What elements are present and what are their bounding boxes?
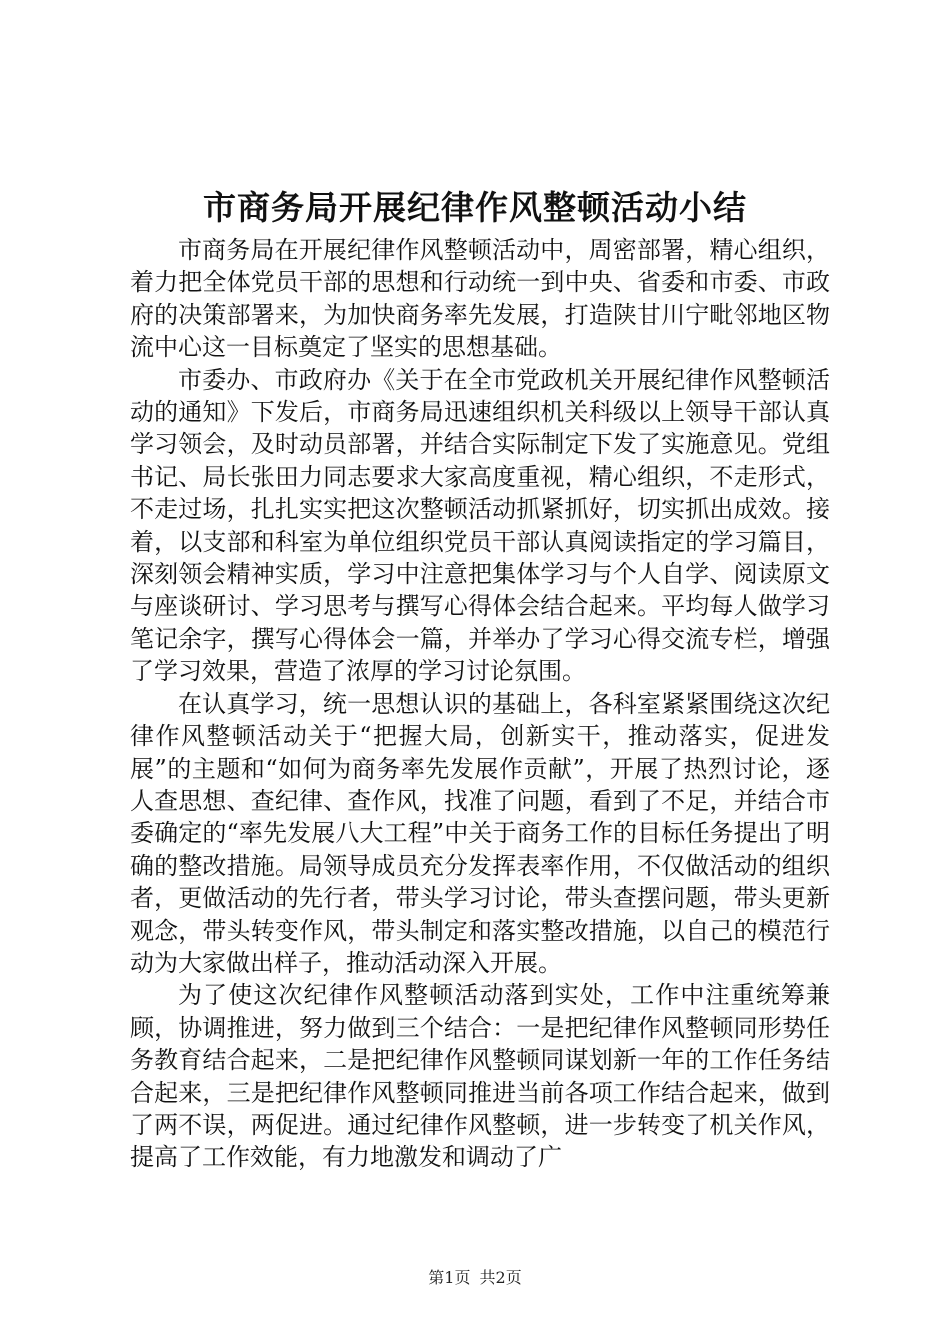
paragraph-4: 为了使这次纪律作风整顿活动落到实处，工作中注重统筹兼顾，协调推进，努力做到三个结合：一是把纪律作风整顿同形势任务教育结合起来，二是把纪律作风整顿同谋划新一年的工作任务结合起来，三是把纪律作风整顿同推进当前各项工作结合起来，做到了两不误，两促进。通过纪律作风整顿，进一步转变了机关作风，提高了工作效能，有力地激发和调动了广 — [130, 981, 830, 1172]
document-body — [130, 234, 830, 1174]
page-number: 第1页 — [428, 1268, 471, 1287]
paragraph-3: 在认真学习，统一思想认识的基础上，各科室紧紧围绕这次纪律作风整顿活动关于“把握大局，创新实干，推动落实，促进发展”的主题和“如何为商务率先发展作贡献”，开展了热烈讨论，逐人查思想、查纪律、查作风，找准了问题，看到了不足，并结合市委确定的“率先发展八大工程”中关于商务工作的目标任务提出了明确的整改措施。局领导成员充分发挥表率作用，不仅做活动的组织者，更做活动的先行者，带头学习讨论，带头查摆问题，带头更新观念，带头转变作风，带头制定和落实整改措施，以自己的模范行动为大家做出样子，推动活动深入开展。 — [130, 689, 830, 977]
page-total: 共2页 — [479, 1268, 522, 1287]
paragraph-2: 市委办、市政府办《关于在全市党政机关开展纪律作风整顿活动的通知》下发后，市商务局迅速组织机关科级以上领导干部认真学习领会，及时动员部署，并结合实际制定下发了实施意见。党组书记、局长张田力同志要求大家高度重视，精心组织，不走形式，不走过场，扎扎实实把这次整顿活动抓紧抓好，切实抓出成效。接着，以支部和科室为单位组织党员干部认真阅读指定的学习篇目，深刻领会精神实质，学习中注意把集体学习与个人自学、阅读原文与座谈研讨、学习思考与撰写心得体会结合起来。平均每人做学习笔记余字，撰写心得体会一篇，并举办了学习心得交流专栏，增强了学习效果，营造了浓厚的学习讨论氛围。 — [130, 365, 830, 686]
document-title: 市商务局开展纪律作风整顿活动小结 — [203, 188, 747, 227]
page-footer — [0, 1268, 950, 1288]
paragraph-1: 市商务局在开展纪律作风整顿活动中，周密部署，精心组织，着力把全体党员干部的思想和行动统一到中央、省委和市委、市政府的决策部署来，为加快商务率先发展，打造陕甘川宁毗邻地区物流中心这一目标奠定了坚实的思想基础。 — [130, 236, 830, 362]
